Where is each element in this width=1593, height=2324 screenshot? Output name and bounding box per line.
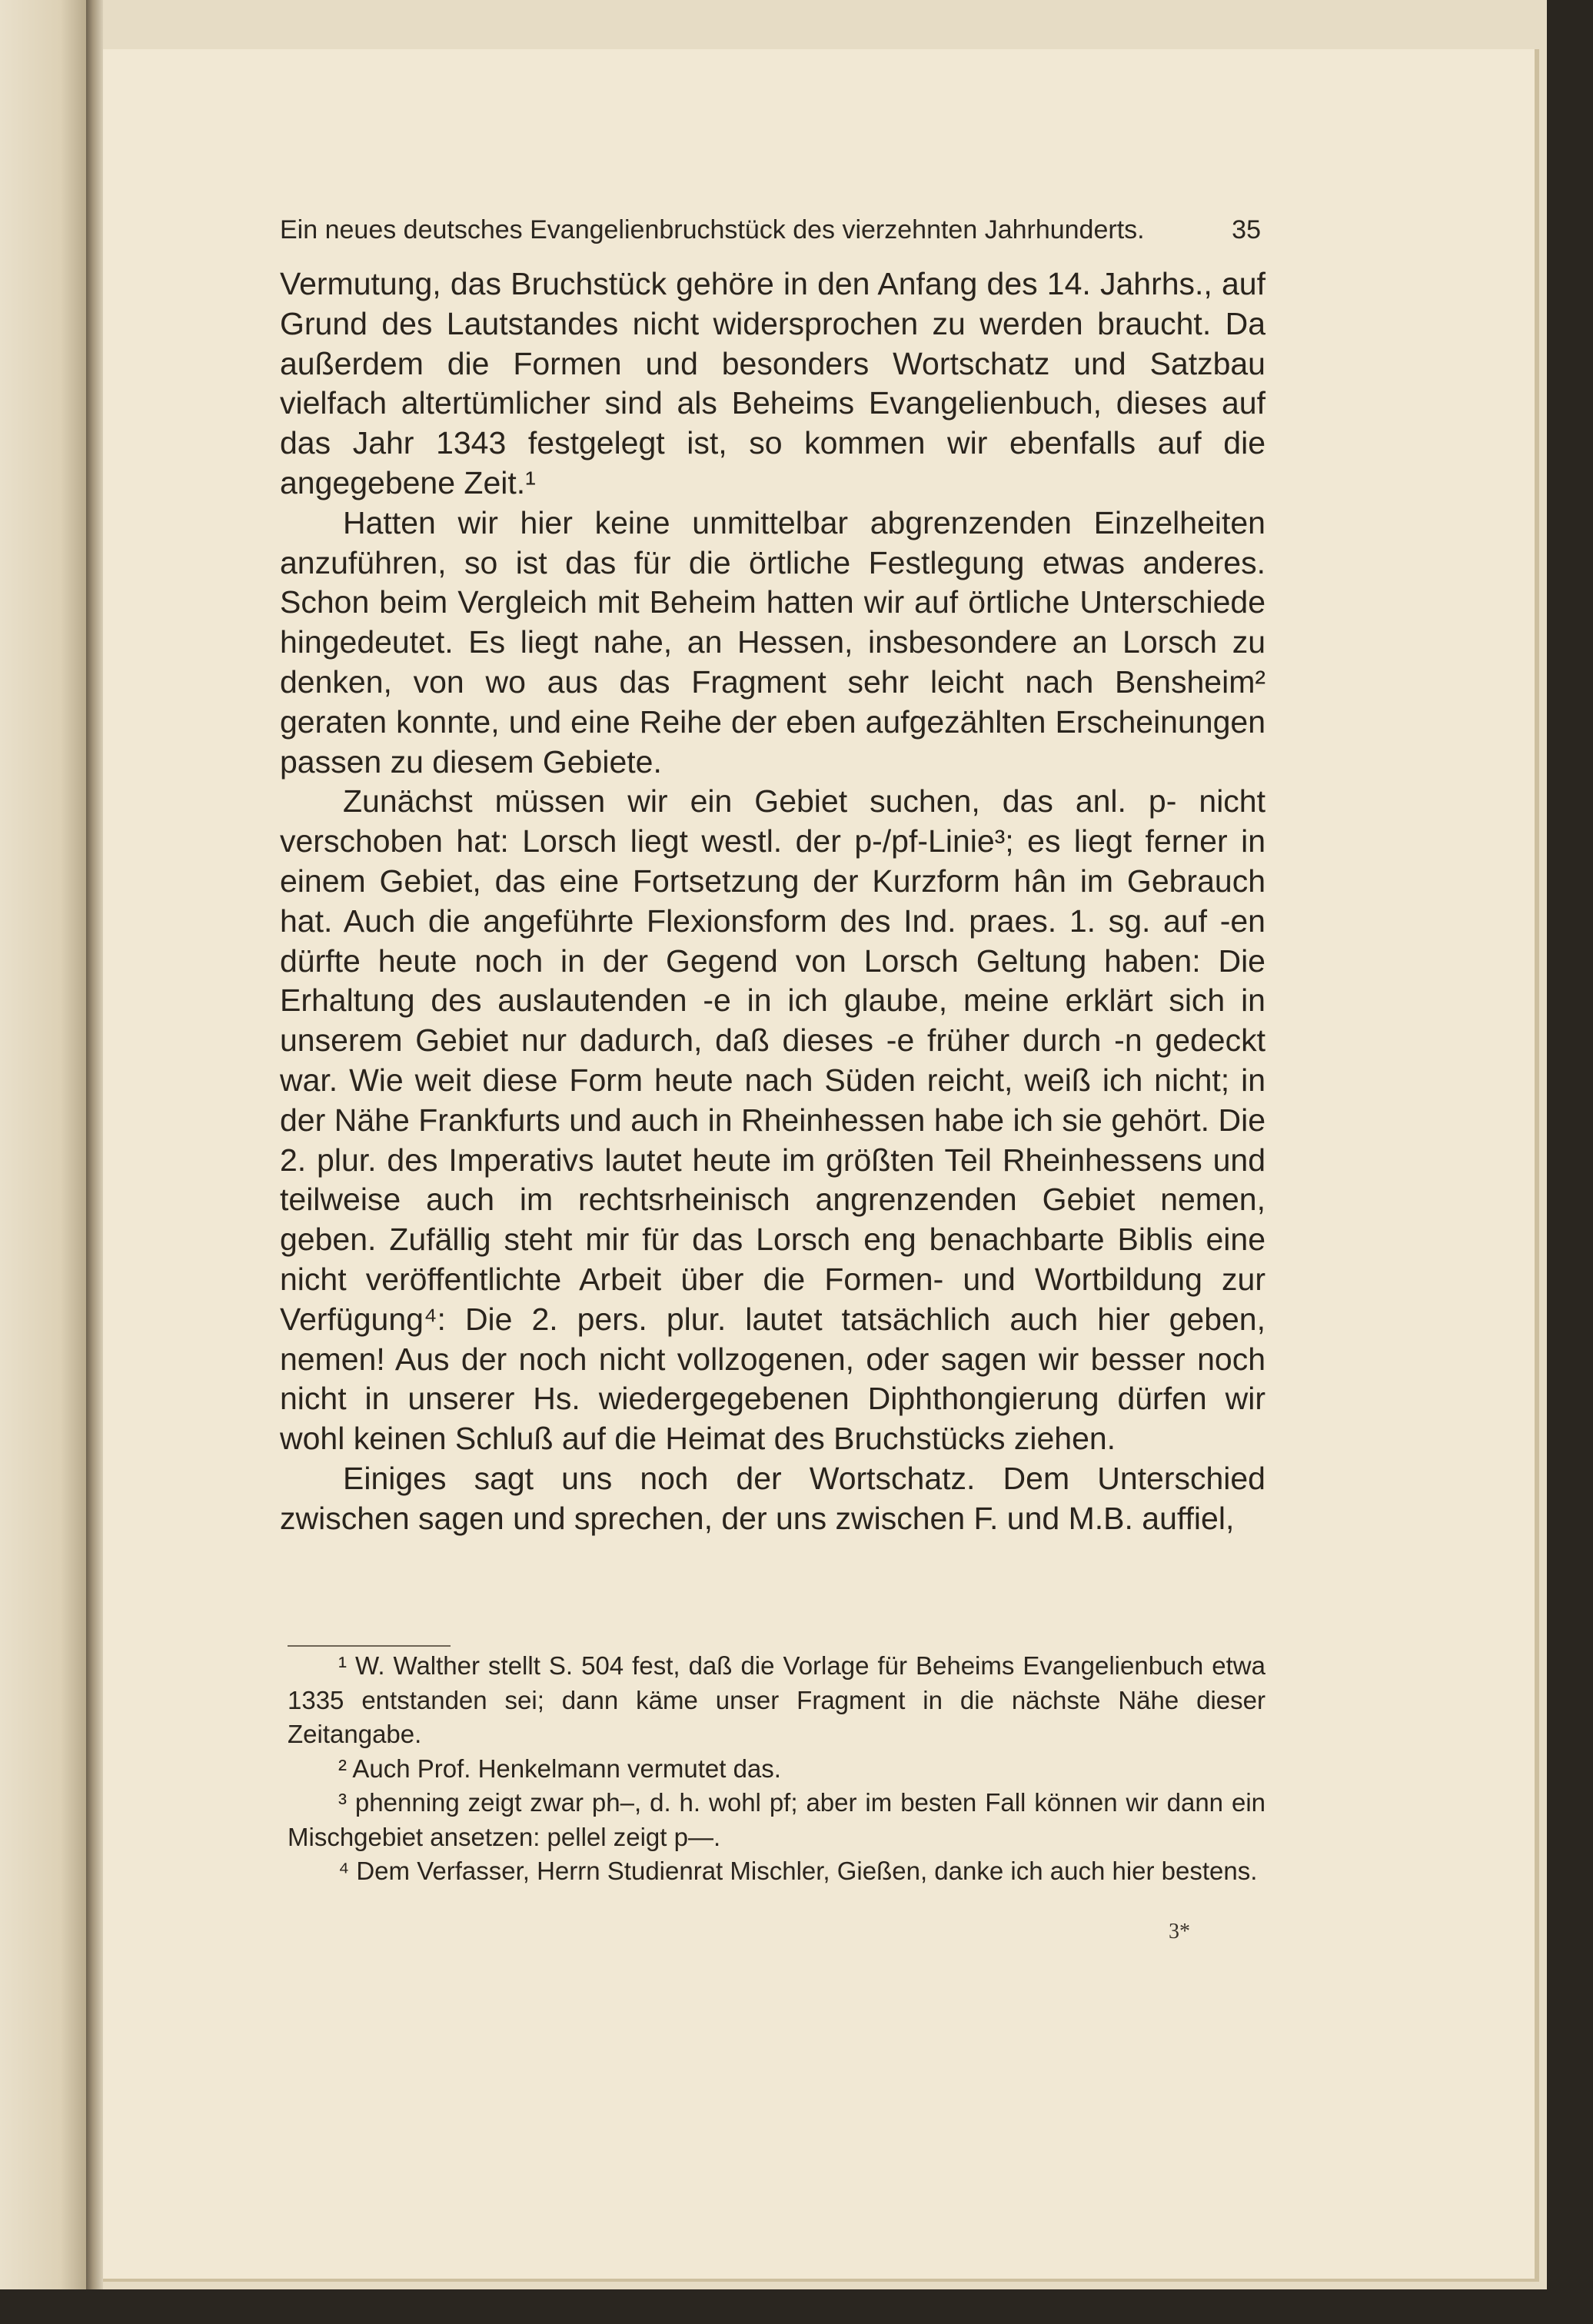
- footnote: ³ phenning zeigt zwar ph–, d. h. wohl pf; aber im besten Fall können wir dann ein Mischgebiet ansetzen: pellel zeigt p—.: [288, 1788, 1265, 1851]
- left-page-edge: [0, 0, 86, 2289]
- footnote: ¹ W. Walther stellt S. 504 fest, daß die Vorlage für Beheims Evangelienbuch etwa 1335 entstanden sei; dann käme unser Fragment in die nächste Nähe dieser Zeitangabe.: [288, 1651, 1265, 1748]
- paragraph: Zunächst müssen wir ein Gebiet suchen, das anl. p- nicht verschoben hat: Lorsch liegt westl. der p-/pf-Linie³; es liegt ferner in einem Gebiet, das eine Fortsetzung der Kurzform hân im Gebrauch hat. Auch die angeführte Flexionsform des Ind. praes. 1. sg. auf -en dürfte heute noch in der Gegend von Lorsch Geltung haben: Die Erhaltung des auslautenden -e in ich glaube, meine erklärt sich in unserem Gebiet nur dadurch, daß dieses -e früher durch -n gedeckt war. Wie weit diese Form heute nach Süden reicht, weiß ich nicht; in der Nähe Frankfurts und auch in Rheinhessen habe ich sie gehört. Die 2. plur. des Imperativs lautet heute im größten Teil Rheinhessens und teilweise auch im rechtsrheinisch angrenzenden Gebiet nemen, geben. Zufällig steht mir für das Lorsch eng benachbarte Biblis eine nicht veröffentlichte Arbeit über die Formen- und Wortbildung zur Verfügung⁴: Die 2. pers. plur. lautet tatsächlich auch hier geben, nemen! Aus der noch nicht vollzogenen, oder sagen wir besser noch nicht in unserer Hs. wiedergegebenen Diphthongierung dürfen wir wohl keinen Schluß auf die Heimat des Bruchstücks ziehen.: [280, 783, 1265, 1457]
- footnote: ⁴ Dem Verfasser, Herrn Studienrat Mischler, Gießen, danke ich auch hier bestens.: [338, 1857, 1258, 1885]
- paragraph: Vermutung, das Bruchstück gehöre in den Anfang des 14. Jahrhs., auf Grund des Lautstandes nicht widersprochen zu werden braucht. Da außerdem die Formen und besonders Wortschatz und Satzbau vielfach altertümlicher sind als Beheims Evangelienbuch, dieses auf das Jahr 1343 festgelegt ist, so kommen wir ebenfalls auf die angegebene Zeit.¹: [280, 266, 1265, 500]
- page-number: 35: [1232, 215, 1261, 244]
- footnote-rule: [288, 1645, 451, 1647]
- paragraph: Einiges sagt uns noch der Wortschatz. Dem Unterschied zwischen sagen und sprechen, der uns zwischen F. und M.B. auffiel,: [280, 1460, 1265, 1536]
- running-header: [280, 215, 1261, 245]
- main-text: [280, 264, 1265, 1539]
- running-title: Ein neues deutsches Evangelienbruchstück des vierzehnten Jahrhunderts.: [280, 215, 1145, 244]
- footnotes: [288, 1649, 1265, 1889]
- paragraph: Hatten wir hier keine unmittelbar abgrenzenden Einzelheiten anzuführen, so ist das für die örtliche Festlegung etwas anderes. Schon beim Vergleich mit Beheim hatten wir auf örtliche Unterschiede hingedeutet. Es liegt nahe, an Hessen, insbesondere an Lorsch zu denken, von wo aus das Fragment sehr leicht nach Bensheim² geraten konnte, und eine Reihe der eben aufgezählten Erscheinungen passen zu diesem Gebiete.: [280, 504, 1265, 780]
- signature-mark: 3*: [1169, 1920, 1190, 1943]
- book-gutter: [86, 0, 103, 2289]
- footnote: ² Auch Prof. Henkelmann vermutet das.: [338, 1754, 781, 1783]
